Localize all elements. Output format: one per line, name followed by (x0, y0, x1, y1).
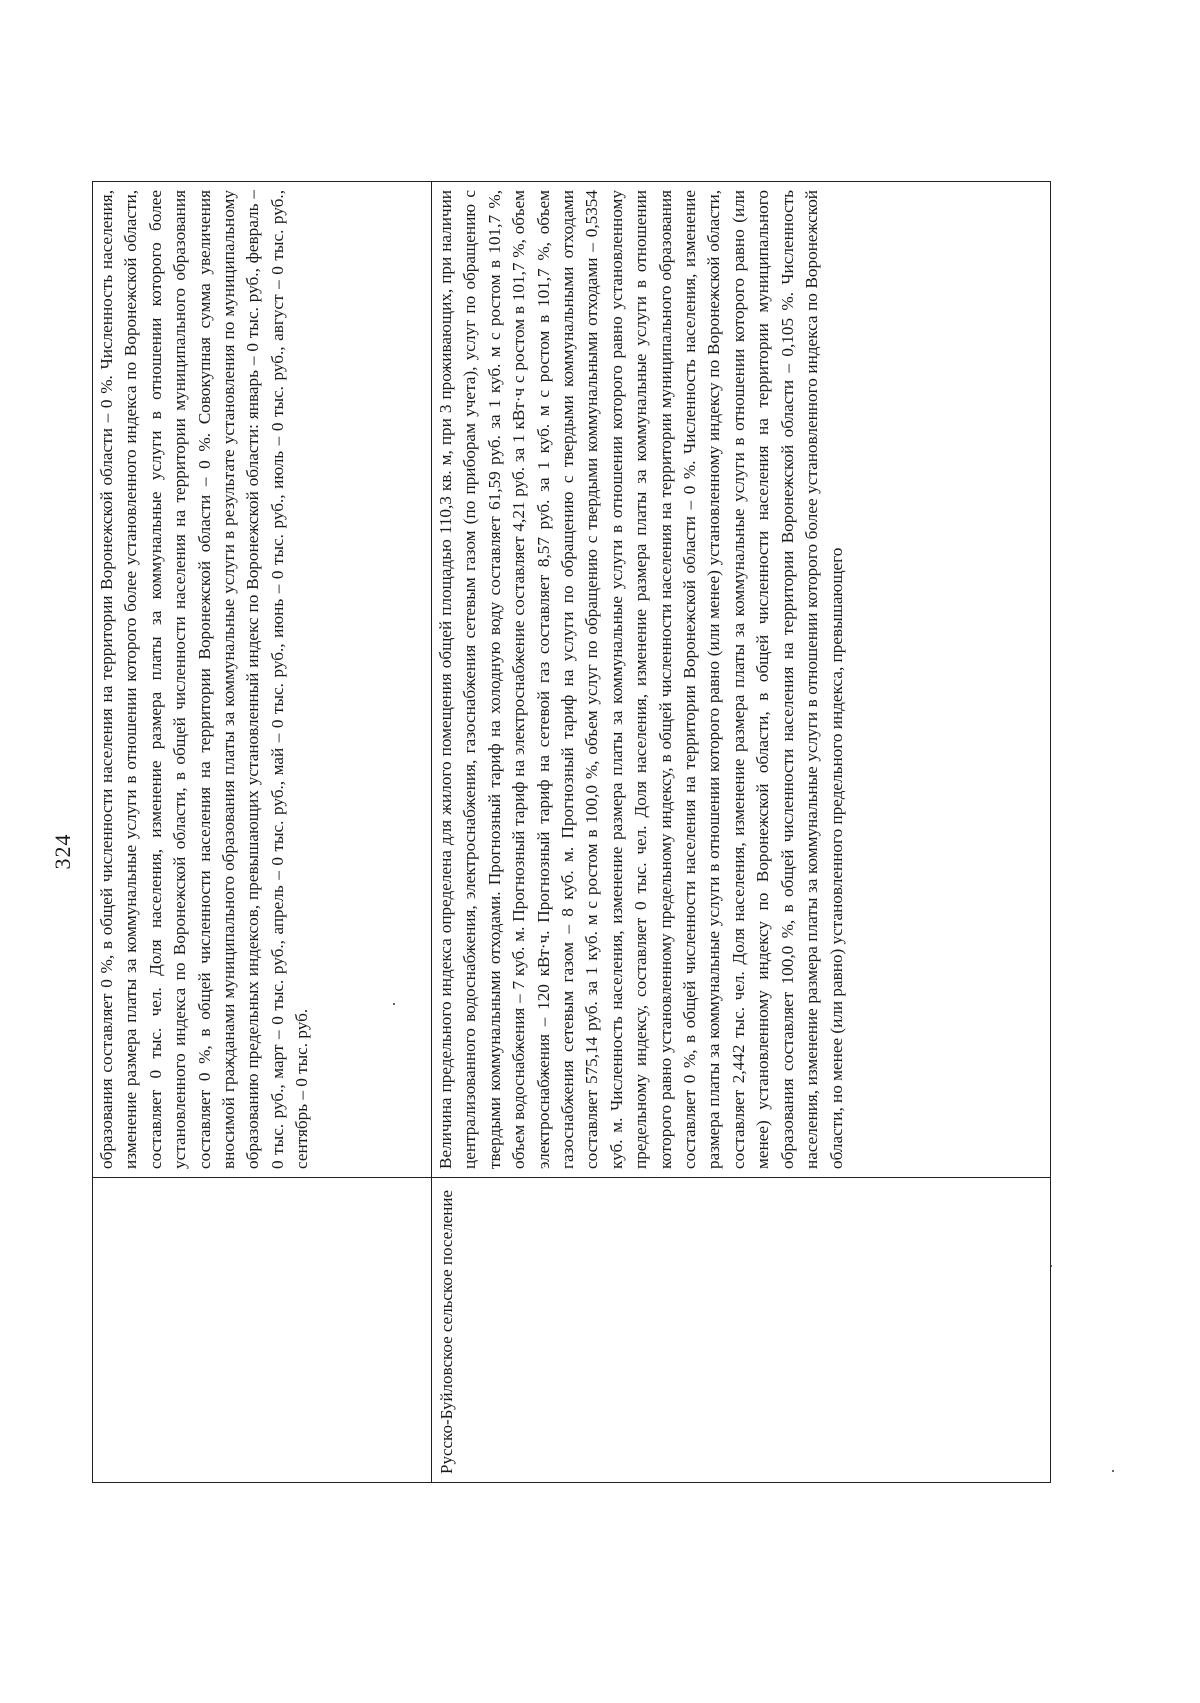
table-row (431, 182, 1050, 1482)
scan-speck (393, 1003, 395, 1005)
scan-speck (1050, 1265, 1052, 1267)
table-row (93, 182, 431, 1482)
scan-speck (1112, 1470, 1114, 1472)
description-cell: Величина предельного индекса определена для жилого помещения общей площадью 110,3 кв. м, при 3 проживающих, при наличии централизованного водоснабжения, электроснабжения, газоснабжения сетевым газом (по приборам учета), услуг по обращению с твердыми коммунальными отходами. Прогнозный тариф на холодную воду составляет 61,59 руб. за 1 куб. м с ростом в 101,7 %, объем водоснабжения – 7 куб. м. Прогнозный тариф на электроснабжение составляет 4,21 руб. за 1 кВт·ч с ростом в 101,7 %, объем электроснабжения – 120 кВт·ч. Прогнозный тариф на сетевой газ составляет 8,57 руб. за 1 куб. м с ростом в 101,7 %, объем газоснабжения сетевым газом – 8 куб. м. Прогнозный тариф на услуги по обращению с твердыми коммунальными отходами составляет 575,14 руб. за 1 куб. м с ростом в 100,0 %, объем услуг по обращению с твердыми коммунальными отходами – 0,5354 куб. м. Численность населения, изменение размера платы за коммунальные услуги в отношении которого равно установленному предельному индексу, составляет 0 тыс. чел. Доля населения, изменение размера платы за коммунальные услуги в отношении которого равно установленному предельному индексу, в общей численности населения на территории муниципального образования составляет 0 %, в общей численности населения на территории Воронежской области – 0 %. Численность населения, изменение размера платы за коммунальные услуги в отношении которого равно (или менее) установленному индексу по Воронежской области, составляет 2,442 тыс. чел. Доля населения, изменение размера платы за коммунальные услуги в отношении которого равно (или менее) установленному индексу по Воронежской области, в общей численности населения на территории муниципального образования составляет 100,0 %, в общей численности населения на территории Воронежской области – 0,105 %. Численность населения, изменение размера платы за коммунальные услуги в отношении которого более установленного индекса по Воронежской области, но менее (или равно) установленного предельного индекса, превышающего (436, 190, 846, 1169)
municipality-name-cell (93, 1177, 431, 1482)
data-table (92, 181, 1051, 1483)
page-number: 324 (50, 833, 75, 870)
municipality-name-cell: Русско-Буйловское сельское поселение (432, 1177, 1050, 1482)
description-cell: образования составляет 0 %, в общей численности населения на территории Воронежской области – 0 %. Численность населения, изменение размера платы за коммунальные услуги в отношении которого более установленного индекса по Воронежской области, составляет 0 тыс. чел. Доля населения, изменение размера платы за коммунальные услуги в отношении которого более установленного индекса по Воронежской области, в общей численности населения на территории муниципального образования составляет 0 %, в общей численности населения на территории Воронежской области – 0 %. Совокупная сумма увеличения вносимой гражданами муниципального образования платы за коммунальные услуги в результате установления по муниципальному образованию предельных индексов, превышающих установленный индекс по Воронежской области: январь – 0 тыс. руб., февраль – 0 тыс. руб., март – 0 тыс. руб., апрель – 0 тыс. руб., май – 0 тыс. руб., июнь – 0 тыс. руб., июль – 0 тыс. руб., август – 0 тыс. руб., сентябрь – 0 тыс. руб. (97, 190, 312, 1169)
